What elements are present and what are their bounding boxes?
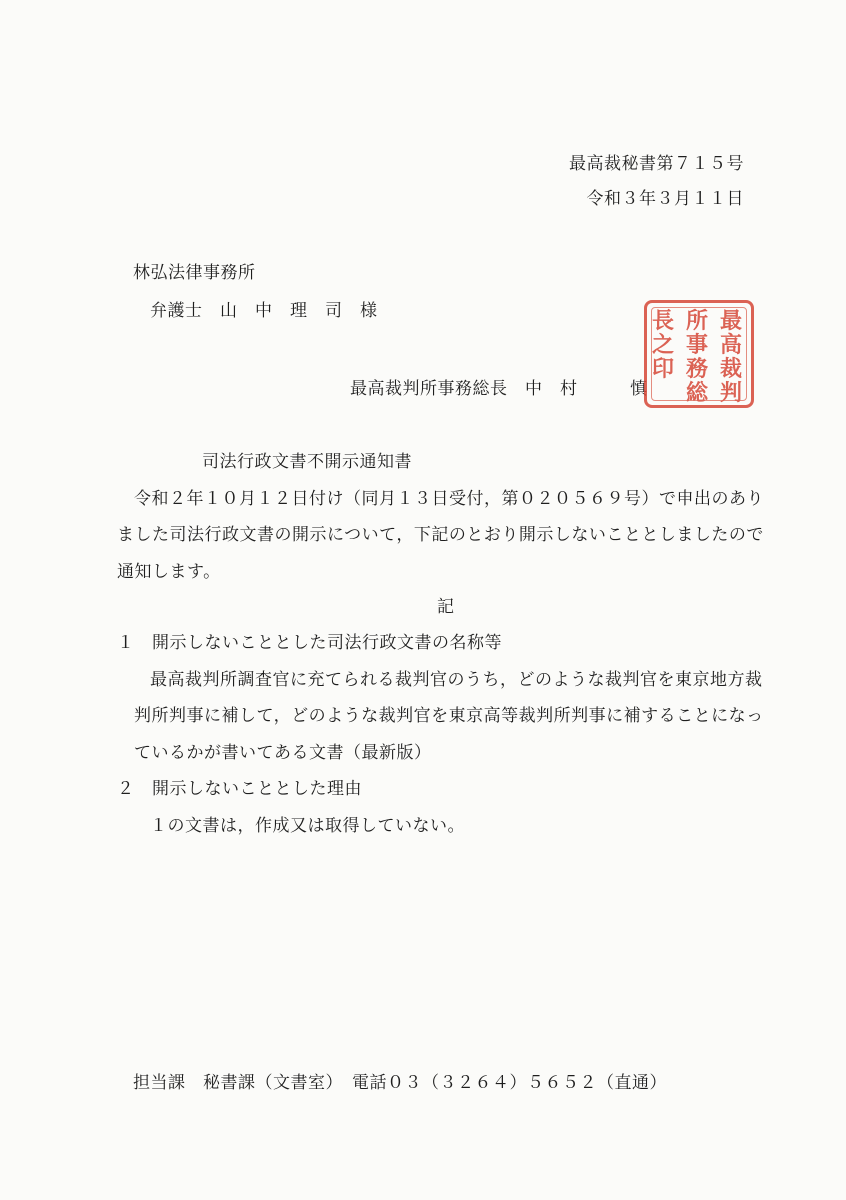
sender-name: 最高裁判所事務総長 中 村 慎: [350, 379, 648, 399]
item-1-body-line-1: 最高裁判所調査官に充てられる裁判官のうち，どのような裁判官を東京地方裁: [150, 670, 763, 690]
item-2-heading: ２ 開示しないこととした理由: [117, 779, 362, 799]
official-seal: [644, 300, 754, 408]
item-1-body-line-2: 判所判事に補して，どのような裁判官を東京高等裁判所判事に補することになっ: [134, 706, 764, 726]
ki-heading: 記: [437, 597, 455, 617]
seal-column-2: 所 事 務 総: [685, 308, 708, 406]
item-1-body-line-3: ているかが書いてある文書（最新版）: [134, 743, 432, 763]
document-number: 最高裁秘書第７１５号: [569, 154, 744, 174]
recipient-firm: 林弘法律事務所: [133, 263, 256, 283]
seal-column-3: 長 之 印: [651, 308, 674, 382]
footer-contact: 担当課 秘書課（文書室） 電話０３（３２６４）５６５２（直通）: [133, 1073, 667, 1093]
recipient-name: 弁護士 山 中 理 司 様: [150, 301, 378, 321]
item-2-body-line-1: １の文書は，作成又は取得していない。: [150, 816, 465, 836]
item-1-heading: １ 開示しないこととした司法行政文書の名称等: [117, 633, 502, 653]
seal-column-1: 最 高 裁 判: [719, 308, 742, 406]
intro-line-2: ました司法行政文書の開示について，下記のとおり開示しないこととしましたので: [117, 525, 764, 545]
document-title: 司法行政文書不開示通知書: [202, 452, 412, 472]
intro-line-1: 令和２年１０月１２日付け（同月１３日受付，第０２０５６９号）で申出のあり: [134, 489, 764, 509]
intro-line-3: 通知します。: [117, 562, 221, 582]
document-date: 令和３年３月１１日: [586, 189, 744, 209]
